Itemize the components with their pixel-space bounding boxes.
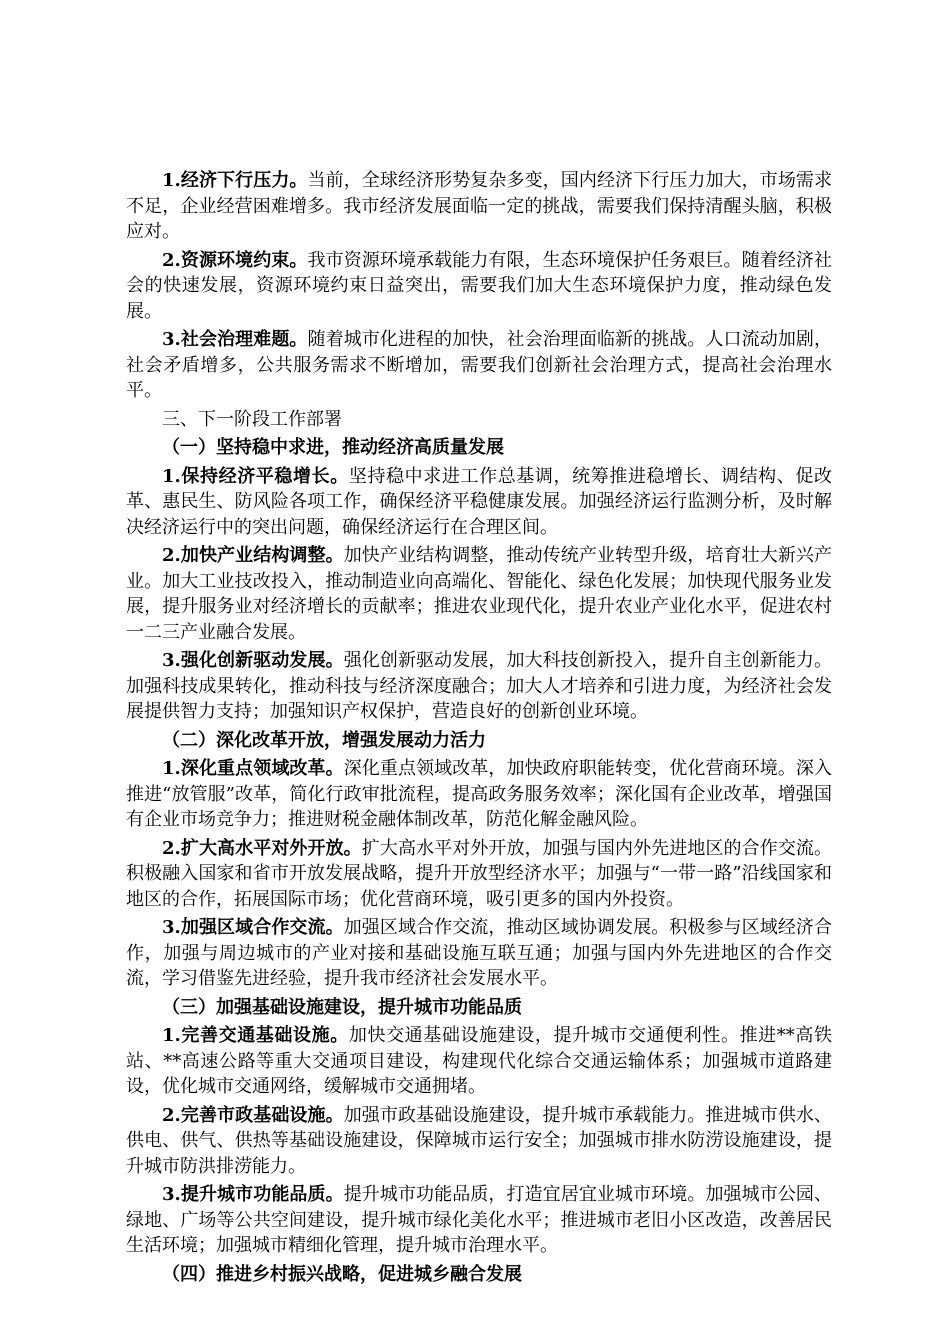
- body-paragraph: [126, 1182, 832, 1259]
- body-paragraph: [126, 464, 832, 541]
- paragraph-text: 当前，全球经济形势复杂多变，国内经济下行压力加大，市场需求不足，企业经营困难增多。我市经济发展面临一定的挑战，需要我们保持清醒头脑，积极应对。: [126, 170, 833, 242]
- body-paragraph: [126, 836, 832, 913]
- body-paragraph: [126, 168, 832, 245]
- paragraph-lead: 2.扩大高水平对外开放。: [162, 837, 362, 859]
- body-paragraph: [126, 648, 832, 725]
- paragraph-text: 随着城市化进程的加快，社会治理面临新的挑战。人口流动加剧，社会矛盾增多，公共服务需求不断增加，需要我们创新社会治理方式，提高社会治理水平。: [126, 329, 833, 401]
- paragraph-lead: 3.强化创新驱动发展。: [162, 650, 344, 671]
- paragraph-text: 加快产业结构调整，推动传统产业转型升级，培育壮大新兴产业。加大工业技改投入，推动制造业向高端化、智能化、绿色化发展；加快现代服务业发展，提升服务业对经济增长的贡献率；推进农业现代化，提升农业产业化水平，促进农村一二三产业融合发展。: [126, 545, 832, 643]
- paragraph-text: 深化重点领域改革，加快政府职能转变，优化营商环境。深入推进“放管服”改革，简化行政审批流程，提高政务服务效率；深化国有企业改革，增强国有企业市场竞争力；推进财税金融体制改革，防范化解金融风险。: [126, 758, 832, 830]
- subsection-heading: （一）坚持稳中求进，推动经济高质量发展: [162, 437, 504, 458]
- body-paragraph: [126, 1023, 832, 1100]
- paragraph-lead: 1.保持经济平稳增长。: [162, 465, 349, 487]
- body-paragraph: [126, 756, 832, 833]
- paragraph-lead: 3.提升城市功能品质。: [162, 1184, 344, 1205]
- body-paragraph: [126, 543, 832, 645]
- paragraph-text: 提升城市功能品质，打造宜居宜业城市环境。加强城市公园、绿地、广场等公共空间建设，提升城市绿化美化水平；推进城市老旧小区改造，改善居民生活环境；加强城市精细化管理，提升城市治理水平。: [126, 1184, 832, 1256]
- body-paragraph: [126, 1103, 832, 1180]
- paragraph-lead: 1.经济下行压力。: [162, 170, 308, 191]
- subsection-heading: （四）推进乡村振兴战略，促进城乡融合发展: [162, 1263, 522, 1285]
- body-paragraph: [126, 248, 832, 325]
- paragraph-text: 扩大高水平对外开放，加强与国内外先进地区的合作交流。积极融入国家和省市开放发展战略，提升开放型经济水平；加强与“一带一路”沿线国家和地区的合作，拓展国际市场；优化营商环境，吸引更多的国内外投资。: [126, 837, 833, 910]
- subsection-heading: （二）深化改革开放，增强发展动力活力: [162, 729, 486, 751]
- paragraph-text: 坚持稳中求进工作总基调，统筹推进稳增长、调结构、促改革、惠民生、防风险各项工作，确保经济平稳健康发展。加强经济运行监测分析，及时解决经济运行中的突出问题，确保经济运行在合理区间。: [126, 465, 833, 538]
- paragraph-text: 加快交通基础设施建设，提升城市交通便利性。推进**高铁站、**高速公路等重大交通项目建设，构建现代化综合交通运输体系；加强城市道路建设，优化城市交通网络，缓解城市交通拥堵。: [126, 1025, 833, 1097]
- paragraph-text: 加强区域合作交流，推动区域协调发展。积极参与区域经济合作，加强与周边城市的产业对接和基础设施互联互通；加强与国内外先进地区的合作交流，学习借鉴先进经验，提升我市经济社会发展水平。: [126, 917, 832, 989]
- paragraph-text: 我市资源环境承载能力有限，生态环境保护任务艰巨。随着经济社会的快速发展，资源环境约束日益突出，需要我们加大生态环境保护力度，推动绿色发展。: [126, 249, 833, 322]
- paragraph-lead: 1.深化重点领域改革。: [162, 758, 344, 779]
- body-paragraph: [126, 327, 832, 404]
- paragraph-lead: 3.社会治理难题。: [162, 329, 308, 350]
- paragraph-lead: 2.完善市政基础设施。: [162, 1104, 344, 1126]
- document-body: [126, 168, 832, 1290]
- paragraph-text: 强化创新驱动发展，加大科技创新投入，提升自主创新能力。加强科技成果转化，推动科技与经济深度融合；加大人才培养和引进力度，为经济社会发展提供智力支持；加强知识产权保护，营造良好的创新创业环境。: [126, 650, 832, 722]
- subsection-heading: （三）加强基础设施建设，提升城市功能品质: [162, 996, 522, 1018]
- section-heading: 三、下一阶段工作部署: [162, 408, 342, 430]
- paragraph-lead: 2.加快产业结构调整。: [162, 545, 344, 566]
- paragraph-lead: 2.资源环境约束。: [162, 249, 308, 271]
- paragraph-text: 加强市政基础设施建设，提升城市承载能力。推进城市供水、供电、供气、供热等基础设施建设，保障城市运行安全；加强城市排水防涝设施建设，提升城市防洪排涝能力。: [126, 1104, 832, 1177]
- paragraph-lead: 3.加强区域合作交流。: [162, 917, 344, 938]
- paragraph-lead: 1.完善交通基础设施。: [162, 1025, 349, 1046]
- body-paragraph: [126, 915, 832, 992]
